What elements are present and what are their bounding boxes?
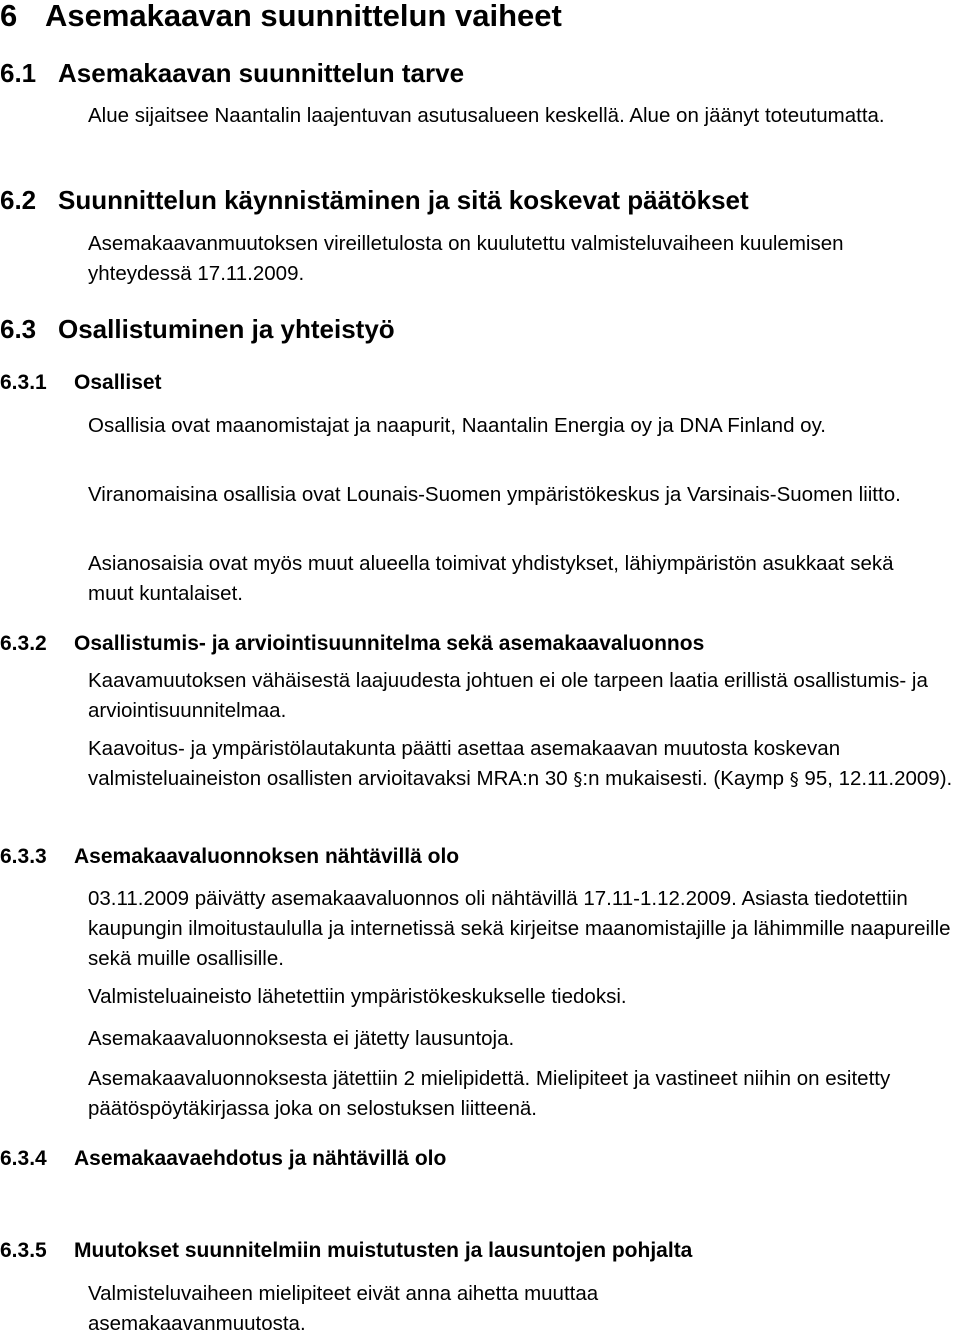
paragraph-text: Kaavoitus- ja ympäristölautakunta päätti asettaa asemakaavan muutosta koskevan valmisteluaineiston osallisten arvioitavaksi MRA:n 30	[88, 737, 841, 790]
paragraph-osalliset-1: Osallisia ovat maanomistajat ja naapurit, Naantalin Energia oy ja DNA Finland oy.	[88, 414, 826, 437]
heading-title: Osallistuminen ja yhteistyö	[58, 314, 395, 344]
heading-6-3-3	[0, 845, 459, 869]
heading-number: 6.3	[0, 314, 37, 344]
heading-number: 6.3.5	[0, 1239, 47, 1262]
heading-title: Asemakaavaluonnoksen nähtävillä olo	[74, 845, 460, 868]
heading-title: Asemakaavan suunnittelun vaiheet	[45, 0, 562, 33]
paragraph-text: 95, 12.11.2009).	[798, 767, 953, 790]
heading-title: Osalliset	[74, 371, 162, 394]
heading-number: 6.3.1	[0, 371, 47, 394]
heading-title: Asemakaavan suunnittelun tarve	[58, 58, 465, 88]
paragraph-6-2: Asemakaavanmuutoksen vireilletulosta on kuulutettu valmisteluvaiheen kuulemisen yhteydessä 17.11.2009.	[88, 232, 844, 285]
section-sign: §	[789, 769, 799, 790]
heading-6-3-5	[0, 1239, 692, 1263]
paragraph-luonnos-1: 03.11.2009 päivätty asemakaavaluonnos oli nähtävillä 17.11-1.12.2009. Asiasta tiedotettiin kaupungin ilmoitustaululla ja internetissä sekä kirjeitse maanomistajille ja lähimmille naapureille sekä muille osallisille.	[88, 887, 951, 970]
paragraph-luonnos-4: Asemakaavaluonnoksesta jätettiin 2 mielipidettä. Mielipiteet ja vastineet niihin on esitetty päätöspöytäkirjassa joka on selostuksen liitteenä.	[88, 1067, 891, 1120]
heading-title: Suunnittelun käynnistäminen ja sitä koskevat päätökset	[58, 185, 749, 215]
heading-6-3-4	[0, 1147, 446, 1171]
heading-number: 6.1	[0, 58, 37, 88]
paragraph-osalliset-2: Viranomaisina osallisia ovat Lounais-Suomen ympäristökeskus ja Varsinais-Suomen liitto.	[88, 483, 901, 506]
heading-6-2	[0, 185, 749, 216]
heading-6-3	[0, 314, 395, 345]
heading-number: 6	[0, 0, 18, 33]
heading-number: 6.3.4	[0, 1147, 47, 1170]
heading-title: Muutokset suunnitelmiin muistutusten ja lausuntojen pohjalta	[74, 1239, 693, 1262]
paragraph-muutokset: Valmisteluvaiheen mielipiteet eivät anna aihetta muuttaa asemakaavanmuutosta.	[88, 1282, 599, 1335]
heading-6-3-1	[0, 371, 162, 395]
paragraph-text: :n mukaisesti. (Kaymp	[582, 767, 790, 790]
heading-title: Osallistumis- ja arviointisuunnitelma sekä asemakaavaluonnos	[74, 632, 705, 655]
heading-title: Asemakaavaehdotus ja nähtävillä olo	[74, 1147, 447, 1170]
paragraph-luonnos-2: Valmisteluaineisto lähetettiin ympäristökeskukselle tiedoksi.	[88, 985, 627, 1008]
section-sign: §	[573, 769, 583, 790]
paragraph-oas-2	[88, 734, 960, 795]
heading-6	[0, 0, 562, 34]
paragraph-6-1: Alue sijaitsee Naantalin laajentuvan asutusalueen keskellä. Alue on jäänyt toteutumatta.	[88, 104, 885, 127]
heading-number: 6.2	[0, 185, 37, 215]
paragraph-osalliset-3: Asianosaisia ovat myös muut alueella toimivat yhdistykset, lähiympäristön asukkaat sekä muut kuntalaiset.	[88, 552, 894, 605]
paragraph-oas-1: Kaavamuutoksen vähäisestä laajuudesta johtuen ei ole tarpeen laatia erillistä osallistumis- ja arviointisuunnitelmaa.	[88, 669, 928, 722]
heading-number: 6.3.3	[0, 845, 47, 868]
paragraph-luonnos-3: Asemakaavaluonnoksesta ei jätetty lausuntoja.	[88, 1027, 515, 1050]
heading-number: 6.3.2	[0, 632, 47, 655]
heading-6-3-2	[0, 632, 704, 656]
heading-6-1	[0, 58, 464, 89]
